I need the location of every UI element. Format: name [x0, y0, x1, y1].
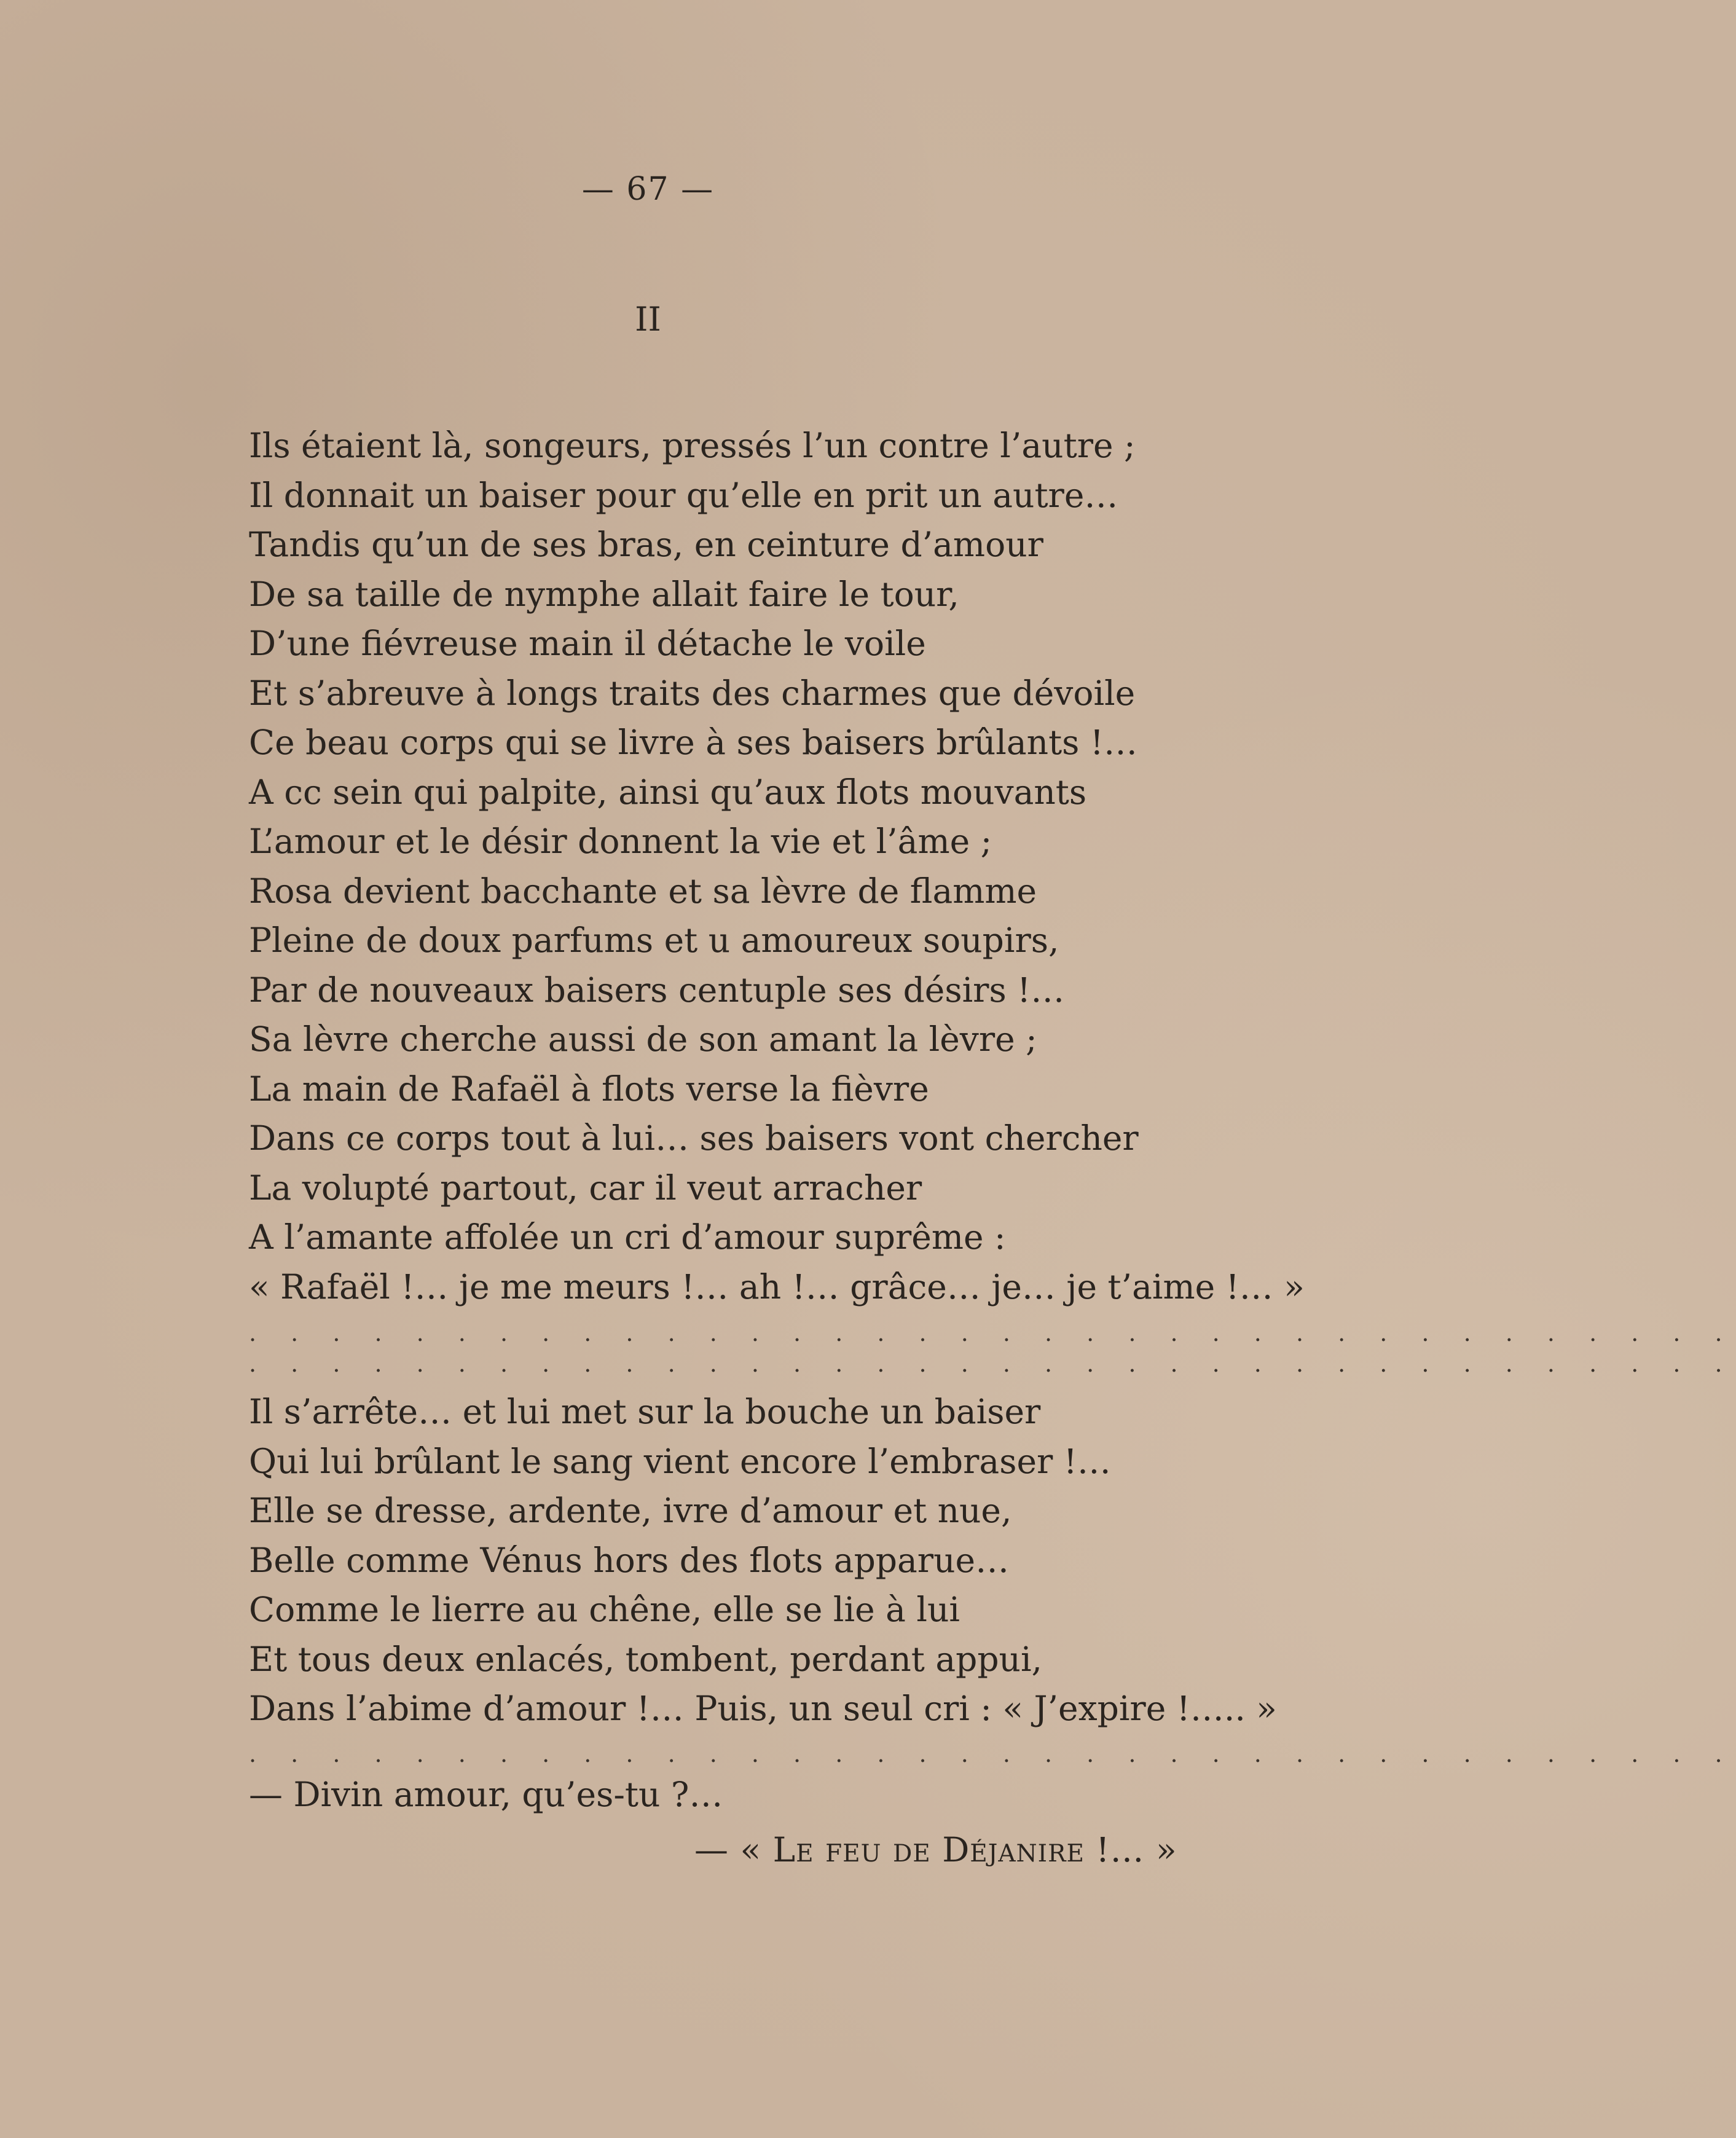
- verse-line: Et tous deux enlacés, tombent, perdant appui,: [249, 1639, 1043, 1679]
- verse-line: La main de Rafaël à flots verse la fièvre: [249, 1069, 929, 1109]
- verse-line: Dans l’abime d’amour !… Puis, un seul cri : « J’expire !….. »: [249, 1689, 1277, 1728]
- verse-line: La volupté partout, car il veut arracher: [249, 1168, 922, 1208]
- verse-line: Belle comme Vénus hors des flots apparue…: [249, 1540, 1010, 1580]
- answer-line: — « Le feu de Déjanire !… »: [694, 1830, 1177, 1869]
- verse-line: De sa taille de nymphe allait faire le tour,: [249, 574, 959, 614]
- verse-line: Ils étaient là, songeurs, pressés l’un contre l’autre ;: [249, 426, 1136, 465]
- verse-line: Comme le lierre au chêne, elle se lie à lui: [249, 1590, 960, 1629]
- verse-line: Ce beau corps qui se livre à ses baisers brûlants !…: [249, 723, 1137, 762]
- stanza-2: [249, 1387, 1287, 1734]
- ellipsis-dots-row: . . . . . . . . . . . . . . . . . . . . . . . . . . . . . . . . . . . .: [249, 1319, 1736, 1346]
- verse-line: Il s’arrête… et lui met sur la bouche un baiser: [249, 1392, 1041, 1431]
- verse-line: Dans ce corps tout à lui… ses baisers vont chercher: [249, 1118, 1139, 1158]
- verse-line: Rosa devient bacchante et sa lèvre de flamme: [249, 871, 1037, 911]
- verse-line: Sa lèvre cherche aussi de son amant la lèvre ;: [249, 1020, 1037, 1059]
- ellipsis-dots-row: . . . . . . . . . . . . . . . . . . . . . . . . . . . . . . . . . . . .: [249, 1350, 1736, 1377]
- verse-line: Et s’abreuve à longs traits des charmes que dévoile: [249, 673, 1136, 713]
- stanza-1: [249, 421, 1305, 1311]
- verse-line: A l’amante affolée un cri d’amour suprême :: [249, 1217, 1006, 1257]
- verse-line: Pleine de doux parfums et u amoureux soupirs,: [249, 921, 1059, 960]
- verse-line: Par de nouveaux baisers centuple ses désirs !…: [249, 970, 1065, 1010]
- verse-line: Tandis qu’un de ses bras, en ceinture d’amour: [249, 525, 1043, 564]
- verse-line: « Rafaël !… je me meurs !… ah !… grâce… je… je t’aime !… »: [249, 1267, 1305, 1307]
- verse-line: Elle se dresse, ardente, ivre d’amour et nue,: [249, 1491, 1012, 1530]
- verse-line: A cc sein qui palpite, ainsi qu’aux flots mouvants: [249, 772, 1087, 812]
- question-line: — Divin amour, qu’es-tu ?…: [249, 1775, 723, 1814]
- page-number: — 67 —: [581, 171, 715, 208]
- verse-line: L’amour et le désir donnent la vie et l’âme ;: [249, 822, 992, 861]
- verse-line: Il donnait un baiser pour qu’elle en prit un autre…: [249, 475, 1118, 515]
- verse-line: D’une fiévreuse main il détache le voile: [249, 624, 926, 663]
- verse-line: Qui lui brûlant le sang vient encore l’embraser !…: [249, 1441, 1111, 1481]
- ellipsis-dots-row: . . . . . . . . . . . . . . . . . . . . . . . . . . . . . . . . . . . .: [249, 1740, 1736, 1767]
- section-title: II: [635, 300, 661, 339]
